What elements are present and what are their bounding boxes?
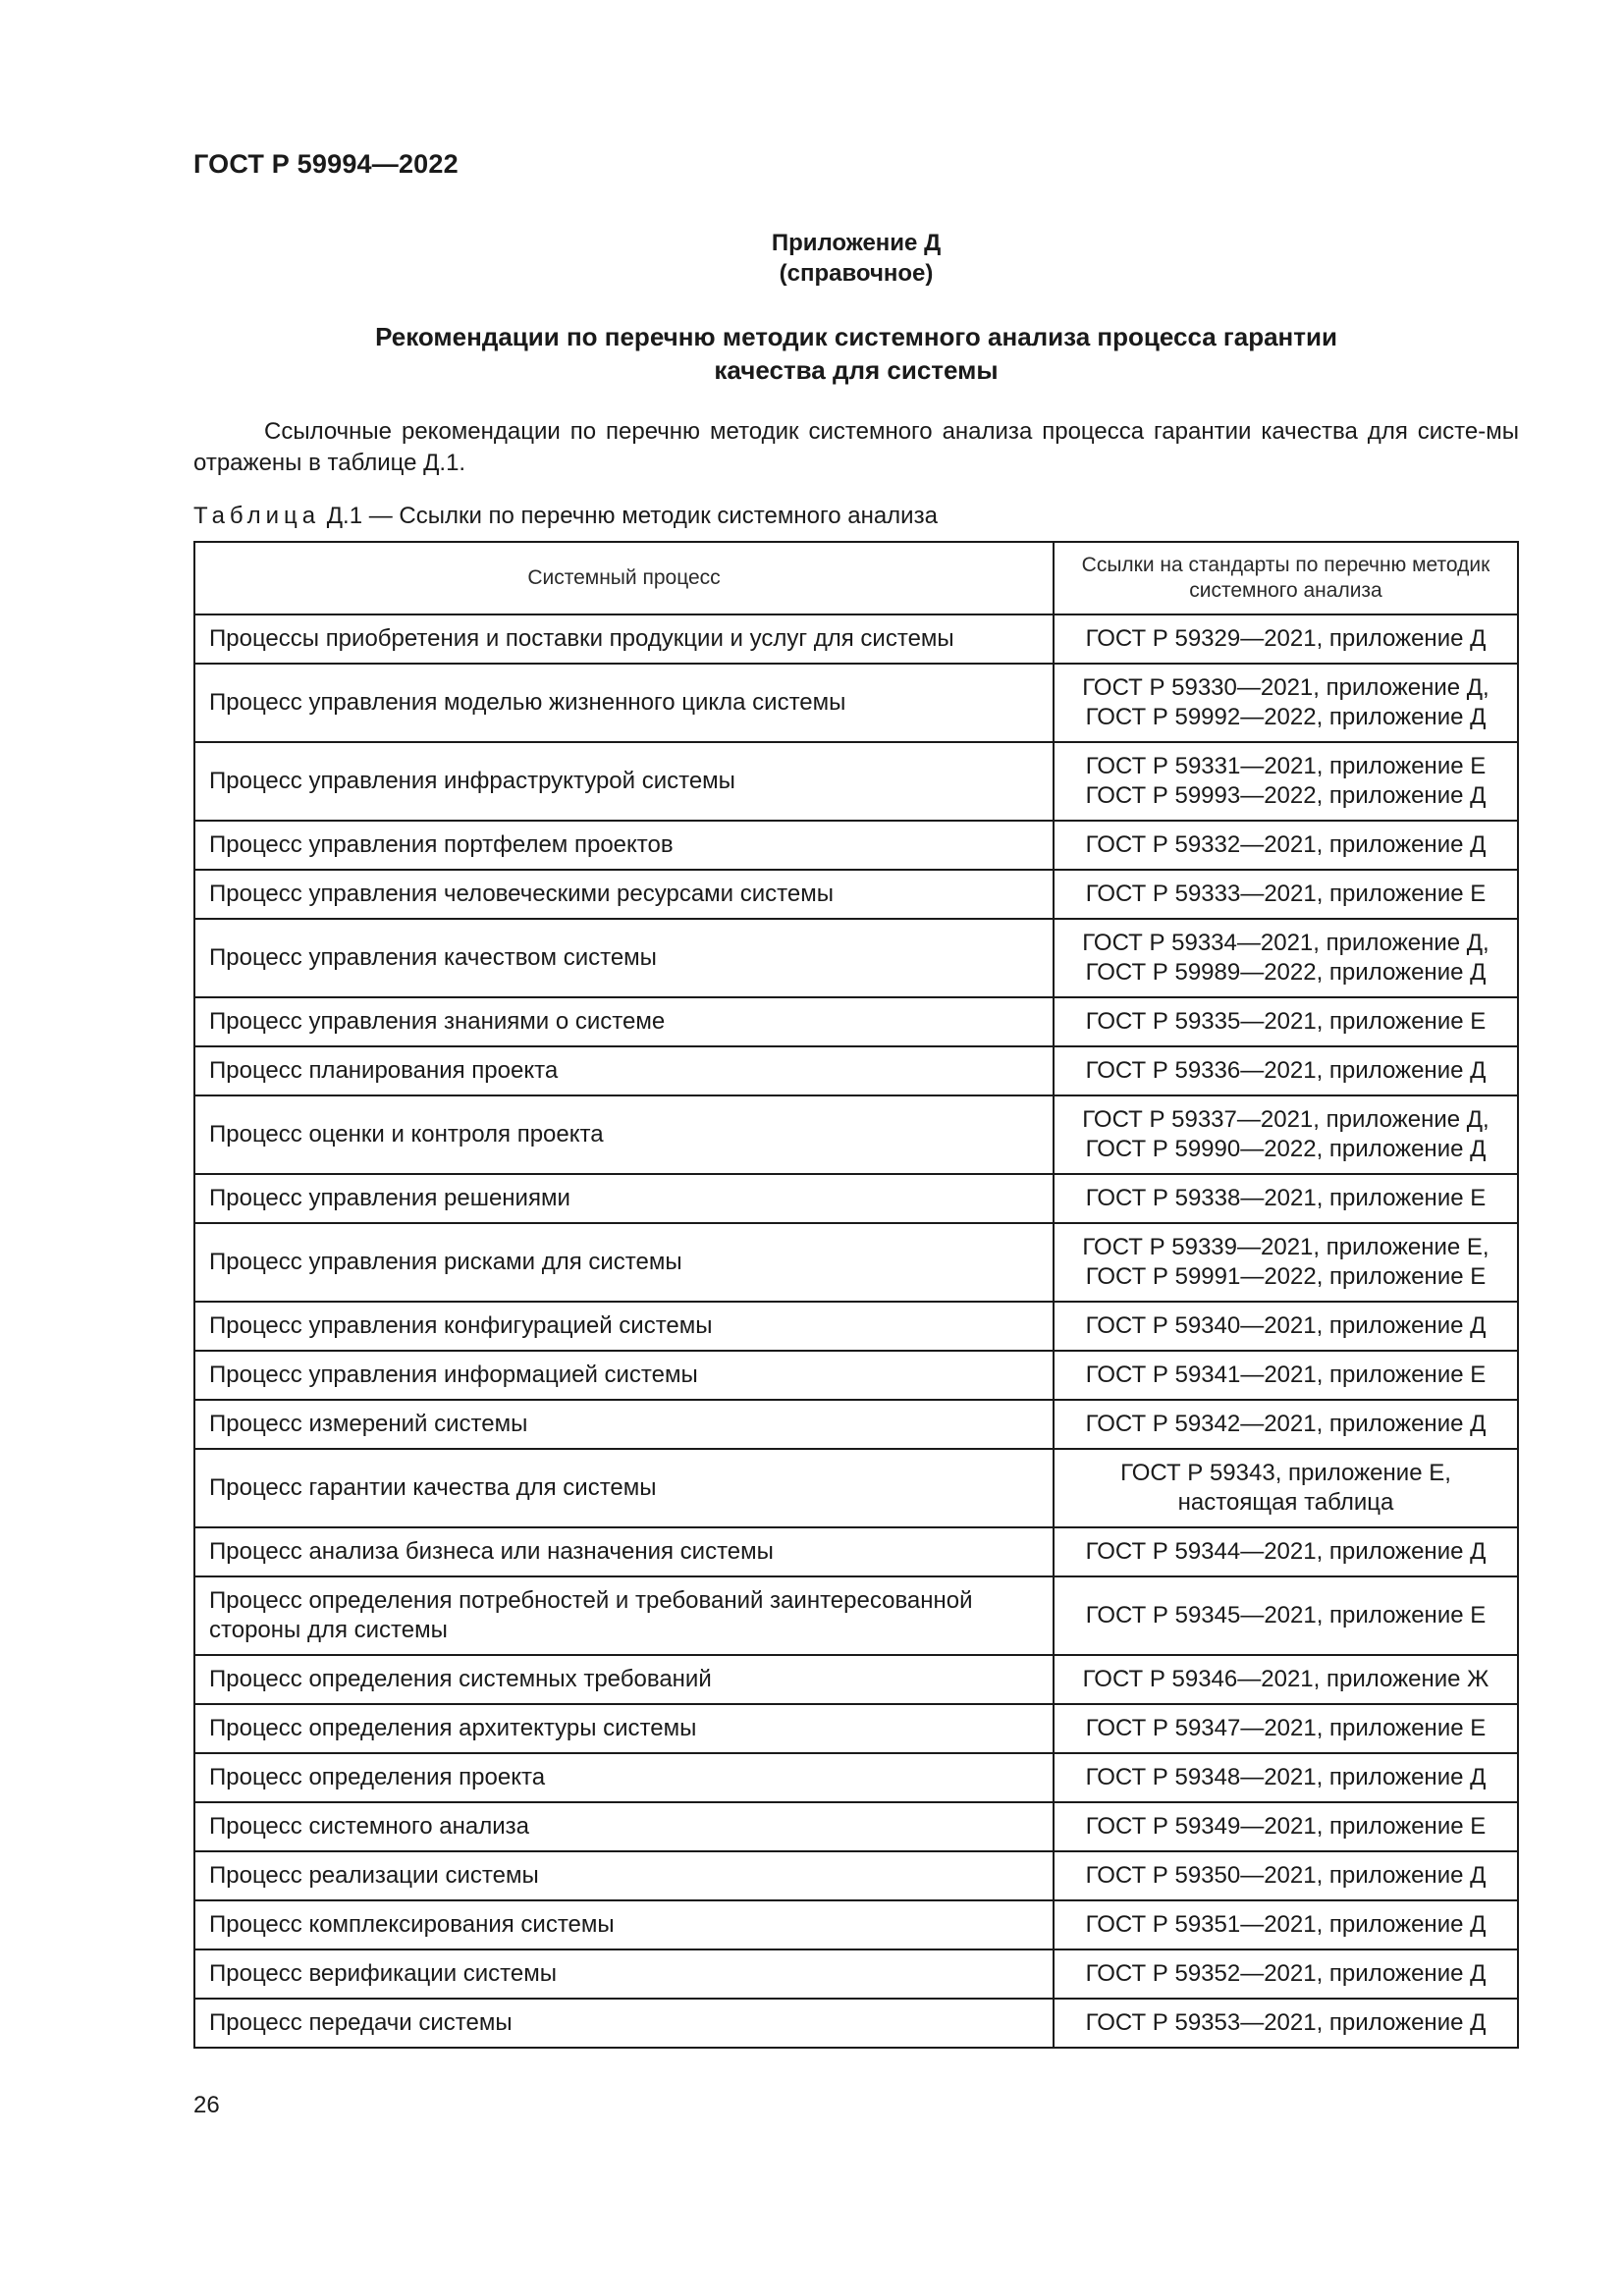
table-caption-label: Таблица (193, 503, 321, 529)
table-row (194, 997, 1518, 1046)
reference-table (193, 541, 1519, 2049)
intro-text: Ссылочные рекомендации по перечню методик системного анализа процесса гарантии качества для систе-мы отражены в таблице Д.1. (193, 418, 1519, 476)
reference-line: ГОСТ Р 59349—2021, приложение Е (1085, 1813, 1487, 1840)
intro-paragraph (193, 416, 1519, 479)
reference-cell (1054, 1704, 1518, 1753)
table-row (194, 664, 1518, 742)
reference-cell (1054, 1449, 1518, 1527)
process-cell: Процесс определения системных требований (194, 1655, 1054, 1704)
process-cell: Процесс управления человеческими ресурсами системы (194, 870, 1054, 919)
reference-cell (1054, 1095, 1518, 1174)
reference-line: настоящая таблица (1177, 1489, 1394, 1516)
process-cell: Процесс верификации системы (194, 1949, 1054, 1999)
table-body (194, 614, 1518, 2048)
table-row (194, 1095, 1518, 1174)
process-cell: Процесс реализации системы (194, 1851, 1054, 1900)
process-cell: Процесс определения архитектуры системы (194, 1704, 1054, 1753)
reference-line: ГОСТ Р 59344—2021, приложение Д (1085, 1538, 1487, 1565)
appendix-title-line-2: качества для системы (714, 355, 999, 385)
reference-line: ГОСТ Р 59334—2021, приложение Д, (1082, 930, 1489, 956)
table-row (194, 1949, 1518, 1999)
reference-cell (1054, 1046, 1518, 1095)
process-cell: Процесс определения потребностей и требований заинтересованной стороны для системы (194, 1576, 1054, 1655)
reference-cell (1054, 1223, 1518, 1302)
header-system-process: Системный процесс (194, 542, 1054, 614)
reference-cell (1054, 1851, 1518, 1900)
appendix-title (193, 320, 1519, 387)
table-row (194, 1576, 1518, 1655)
reference-cell (1054, 1949, 1518, 1999)
reference-cell (1054, 1527, 1518, 1576)
table-row (194, 1802, 1518, 1851)
process-cell: Процесс управления инфраструктурой системы (194, 742, 1054, 821)
reference-cell (1054, 664, 1518, 742)
reference-line: ГОСТ Р 59990—2022, приложение Д (1085, 1136, 1487, 1162)
process-cell: Процесс анализа бизнеса или назначения системы (194, 1527, 1054, 1576)
table-row (194, 919, 1518, 997)
reference-cell (1054, 870, 1518, 919)
table-header-row (194, 542, 1518, 614)
reference-line: ГОСТ Р 59332—2021, приложение Д (1085, 831, 1487, 858)
reference-cell (1054, 1802, 1518, 1851)
table-row (194, 1400, 1518, 1449)
process-cell: Процесс управления конфигурацией системы (194, 1302, 1054, 1351)
process-cell: Процесс передачи системы (194, 1999, 1054, 2048)
reference-line: ГОСТ Р 59339—2021, приложение Е, (1082, 1234, 1489, 1260)
reference-cell (1054, 1576, 1518, 1655)
table-row (194, 1999, 1518, 2048)
table-row (194, 1851, 1518, 1900)
reference-line: ГОСТ Р 59347—2021, приложение Е (1085, 1715, 1487, 1741)
process-cell: Процесс планирования проекта (194, 1046, 1054, 1095)
reference-cell (1054, 614, 1518, 664)
appendix-type: (справочное) (779, 260, 934, 287)
process-cell: Процесс управления рисками для системы (194, 1223, 1054, 1302)
table-row (194, 1900, 1518, 1949)
table-row (194, 1449, 1518, 1527)
reference-line: ГОСТ Р 59343, приложение Е, (1120, 1460, 1451, 1486)
process-cell: Процесс управления моделью жизненного цикла системы (194, 664, 1054, 742)
reference-line: ГОСТ Р 59353—2021, приложение Д (1085, 2009, 1487, 2036)
table-row (194, 870, 1518, 919)
process-cell: Процесс управления информацией системы (194, 1351, 1054, 1400)
table-row (194, 1704, 1518, 1753)
reference-cell (1054, 1400, 1518, 1449)
process-cell: Процесс управления знаниями о системе (194, 997, 1054, 1046)
reference-line: ГОСТ Р 59351—2021, приложение Д (1085, 1911, 1487, 1938)
process-cell: Процесс комплексирования системы (194, 1900, 1054, 1949)
process-cell: Процесс гарантии качества для системы (194, 1449, 1054, 1527)
reference-cell (1054, 1999, 1518, 2048)
reference-line: ГОСТ Р 59330—2021, приложение Д, (1082, 674, 1489, 701)
table-row (194, 1302, 1518, 1351)
reference-line: ГОСТ Р 59340—2021, приложение Д (1085, 1312, 1487, 1339)
appendix-heading (193, 228, 1519, 289)
reference-line: ГОСТ Р 59989—2022, приложение Д (1085, 959, 1487, 986)
reference-line: ГОСТ Р 59350—2021, приложение Д (1085, 1862, 1487, 1889)
table-caption-text: Д.1 — Ссылки по перечню методик системного анализа (326, 503, 938, 529)
reference-line: ГОСТ Р 59993—2022, приложение Д (1085, 782, 1487, 809)
table-row (194, 1655, 1518, 1704)
reference-line: ГОСТ Р 59338—2021, приложение Е (1085, 1185, 1487, 1211)
process-cell: Процесс управления решениями (194, 1174, 1054, 1223)
table-caption (193, 501, 938, 532)
table-row (194, 1174, 1518, 1223)
reference-line: ГОСТ Р 59333—2021, приложение Е (1085, 881, 1487, 907)
appendix-title-line-1: Рекомендации по перечню методик системного анализа процесса гарантии (375, 322, 1337, 351)
reference-cell (1054, 1302, 1518, 1351)
table-row (194, 821, 1518, 870)
reference-cell (1054, 1174, 1518, 1223)
reference-line: ГОСТ Р 59352—2021, приложение Д (1085, 1960, 1487, 1987)
reference-line: ГОСТ Р 59329—2021, приложение Д (1085, 625, 1487, 652)
table-row (194, 742, 1518, 821)
process-cell: Процесс системного анализа (194, 1802, 1054, 1851)
reference-line: ГОСТ Р 59335—2021, приложение Е (1085, 1008, 1487, 1035)
process-cell: Процесс измерений системы (194, 1400, 1054, 1449)
reference-cell (1054, 1753, 1518, 1802)
reference-cell (1054, 1900, 1518, 1949)
reference-line: ГОСТ Р 59348—2021, приложение Д (1085, 1764, 1487, 1790)
table-row (194, 1223, 1518, 1302)
header-standard-references: Ссылки на стандарты по перечню методик системного анализа (1054, 542, 1518, 614)
table-row (194, 614, 1518, 664)
table-row (194, 1046, 1518, 1095)
reference-cell (1054, 1351, 1518, 1400)
reference-cell (1054, 919, 1518, 997)
reference-cell (1054, 821, 1518, 870)
process-cell: Процесс оценки и контроля проекта (194, 1095, 1054, 1174)
reference-line: ГОСТ Р 59991—2022, приложение Е (1085, 1263, 1487, 1290)
page-number: 26 (193, 2092, 220, 2118)
reference-line: ГОСТ Р 59346—2021, приложение Ж (1082, 1666, 1489, 1692)
reference-cell (1054, 997, 1518, 1046)
process-cell: Процессы приобретения и поставки продукции и услуг для системы (194, 614, 1054, 664)
table-row (194, 1527, 1518, 1576)
process-cell: Процесс управления портфелем проектов (194, 821, 1054, 870)
reference-line: ГОСТ Р 59336—2021, приложение Д (1085, 1057, 1487, 1084)
reference-line: ГОСТ Р 59337—2021, приложение Д, (1082, 1106, 1489, 1133)
process-cell: Процесс определения проекта (194, 1753, 1054, 1802)
appendix-label: Приложение Д (771, 230, 942, 256)
reference-line: ГОСТ Р 59331—2021, приложение Е (1085, 753, 1487, 779)
reference-line: ГОСТ Р 59992—2022, приложение Д (1085, 704, 1487, 730)
reference-line: ГОСТ Р 59341—2021, приложение Е (1085, 1362, 1487, 1388)
reference-cell (1054, 742, 1518, 821)
table-row (194, 1753, 1518, 1802)
document-code: ГОСТ Р 59994—2022 (193, 149, 459, 179)
table-row (194, 1351, 1518, 1400)
reference-line: ГОСТ Р 59345—2021, приложение Е (1085, 1602, 1487, 1629)
reference-cell (1054, 1655, 1518, 1704)
reference-line: ГОСТ Р 59342—2021, приложение Д (1085, 1411, 1487, 1437)
process-cell: Процесс управления качеством системы (194, 919, 1054, 997)
